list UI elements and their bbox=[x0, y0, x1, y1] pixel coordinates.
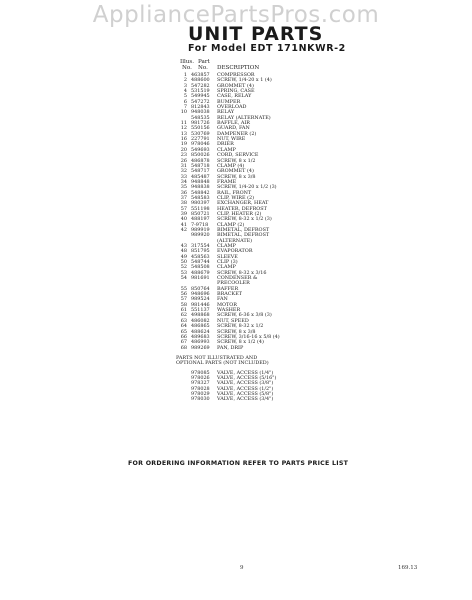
part-description: SCREW, 8-32 x 3/16 bbox=[217, 269, 267, 276]
part-number: 989919 bbox=[191, 226, 210, 233]
part-description: CLAMP bbox=[217, 146, 236, 153]
part-description: CONDENSER & bbox=[217, 275, 258, 282]
part-description: VALVE, ACCESS (5/8") bbox=[217, 391, 274, 398]
part-row bbox=[176, 346, 376, 351]
illus-number: 5 bbox=[183, 93, 187, 100]
part-number: 981726 bbox=[191, 120, 210, 127]
illus-number: 20 bbox=[180, 146, 187, 153]
part-number: 486865 bbox=[191, 323, 210, 330]
part-description: MOTOR bbox=[217, 301, 237, 308]
part-description: VALVE, ACCESS (5/16") bbox=[217, 375, 277, 382]
part-number: 463857 bbox=[191, 72, 210, 78]
optional-parts-note: PARTS NOT ILLUSTRATED AND bbox=[176, 354, 258, 361]
part-number: 989524 bbox=[191, 296, 210, 303]
part-description: BAFFLE, AIR bbox=[217, 120, 250, 127]
part-number: 948696 bbox=[191, 291, 210, 298]
part-description: SCREW, 8 x 3/8 bbox=[217, 328, 256, 335]
illus-number: 41 bbox=[180, 221, 187, 228]
part-description: RELAY bbox=[217, 109, 235, 116]
part-description: GROMMET (4) bbox=[217, 168, 254, 175]
illus-number: 66 bbox=[180, 333, 187, 340]
part-row bbox=[176, 397, 376, 402]
illus-number: 1 bbox=[183, 72, 187, 78]
part-number: 486993 bbox=[191, 339, 210, 346]
part-description: SCREW, 8 x 3/8 bbox=[217, 173, 256, 180]
illus-number: 11 bbox=[180, 120, 187, 127]
part-description: DRIER bbox=[217, 141, 234, 148]
illus-number: 7 bbox=[183, 104, 187, 111]
part-description: SCREW, 1/4-20 x 1 (4) bbox=[217, 77, 272, 84]
illus-number: 37 bbox=[180, 194, 187, 201]
col-part-label: Part bbox=[198, 59, 210, 65]
site-watermark: AppliancePartsPros.com bbox=[92, 2, 380, 28]
part-number: 486878 bbox=[191, 157, 210, 164]
part-number: 981691 bbox=[191, 275, 210, 282]
part-description: SLEEVE bbox=[217, 253, 238, 260]
illus-number: 16 bbox=[180, 136, 187, 143]
illus-number: 39 bbox=[180, 210, 187, 217]
page-title: UNIT PARTS bbox=[188, 23, 324, 45]
part-number: 851795 bbox=[191, 248, 210, 255]
illus-number: 13 bbox=[180, 130, 187, 137]
part-number: 548744 bbox=[191, 259, 210, 266]
part-description: EXCHANGER, HEAT bbox=[217, 200, 269, 207]
part-description: SCREW, 1/4-20 x 1/2 (3) bbox=[217, 184, 277, 191]
part-description: BIMETAL, DEFROST bbox=[217, 232, 270, 239]
illus-number: 33 bbox=[180, 173, 187, 180]
part-description: CLIP, WIRE (2) bbox=[217, 194, 255, 201]
part-number: 531519 bbox=[191, 88, 210, 95]
part-description: BAFFER bbox=[217, 285, 239, 292]
part-description: OVERLOAD bbox=[217, 104, 247, 111]
illus-number: 40 bbox=[180, 216, 187, 223]
part-number: 989920 bbox=[191, 232, 210, 239]
illus-number: 57 bbox=[180, 296, 187, 303]
part-number: 978026 bbox=[191, 375, 210, 382]
part-number: 548535 bbox=[191, 114, 210, 121]
illus-number: 67 bbox=[180, 339, 187, 346]
part-description: SCREW, 6-36 x 3/8 (3) bbox=[217, 312, 272, 319]
part-number: 488624 bbox=[191, 328, 210, 335]
model-subtitle: For Model EDT 171NKWR-2 bbox=[188, 43, 346, 54]
part-number: 486082 bbox=[191, 317, 210, 324]
part-number: 978085 bbox=[191, 369, 210, 376]
part-number: 547272 bbox=[191, 98, 210, 105]
illus-number: 12 bbox=[180, 125, 187, 132]
part-description: PAN, DRIP bbox=[217, 344, 244, 351]
col-part-no-label: No. bbox=[198, 65, 208, 71]
illus-number: 31 bbox=[180, 162, 187, 169]
part-number: 978327 bbox=[191, 380, 210, 387]
illus-number: 49 bbox=[180, 253, 187, 260]
illus-number: 55 bbox=[180, 285, 187, 292]
part-description: VALVE, ACCESS (1/2") bbox=[217, 385, 274, 392]
illus-number: 23 bbox=[180, 152, 187, 159]
illus-number: 57 bbox=[180, 205, 187, 212]
part-description: CLAMP (4) bbox=[217, 162, 245, 169]
illus-number: 53 bbox=[180, 269, 187, 276]
part-number: 948038 bbox=[191, 109, 210, 116]
part-number: 7-9718 bbox=[191, 221, 209, 228]
part-description: CLIP, HEATER (2) bbox=[217, 210, 262, 217]
part-number: 547282 bbox=[191, 82, 210, 89]
illus-number: 4 bbox=[183, 88, 187, 95]
part-description: SCREW, 3/16-16 x 5/8 (4) bbox=[217, 333, 280, 340]
illus-number: 62 bbox=[180, 312, 187, 319]
part-description: CLIP (3) bbox=[217, 259, 238, 266]
part-description: SCREW, 8-32 x 1/2 (3) bbox=[217, 216, 272, 223]
part-number: 850764 bbox=[191, 285, 210, 292]
part-number: 978028 bbox=[191, 385, 210, 392]
illus-number: 58 bbox=[180, 301, 187, 308]
part-description: NUT, WIRE bbox=[217, 136, 246, 143]
illus-number: 19 bbox=[180, 141, 187, 148]
part-description: FAN bbox=[217, 296, 228, 303]
col-illus-no-label: No. bbox=[182, 65, 192, 71]
part-number: 317554 bbox=[191, 243, 210, 249]
illus-number: 26 bbox=[180, 157, 187, 164]
part-number: 551198 bbox=[191, 205, 210, 212]
part-description: COMPRESSOR bbox=[217, 72, 255, 78]
part-number: 548718 bbox=[191, 162, 210, 169]
part-number: 850026 bbox=[191, 152, 210, 159]
part-description: VALVE, ACCESS (3/8") bbox=[217, 380, 274, 387]
part-description: (ALTERNATE) bbox=[217, 237, 253, 244]
part-description: NUT, SPEED bbox=[217, 317, 249, 324]
part-description: CORD, SERVICE bbox=[217, 152, 259, 159]
part-description: BUMPER bbox=[217, 98, 241, 105]
part-description: HEATER, DEFROST bbox=[217, 205, 267, 212]
part-number: 978046 bbox=[191, 141, 210, 148]
document-code: 169.13 bbox=[398, 565, 418, 571]
illus-number: 54 bbox=[180, 275, 187, 282]
illus-number: 52 bbox=[180, 264, 187, 271]
part-description: RELAY (ALTERNATE) bbox=[217, 114, 271, 121]
part-number: 488197 bbox=[191, 216, 210, 223]
part-number: 948838 bbox=[191, 184, 210, 191]
part-description: RAIL, FRONT bbox=[217, 189, 252, 196]
illus-number: 50 bbox=[180, 259, 187, 266]
part-description: BIMETAL, DEFROST bbox=[217, 226, 270, 233]
optional-parts-note: OPTIONAL PARTS (NOT INCLUDED) bbox=[176, 360, 269, 367]
illus-number: 10 bbox=[180, 109, 187, 116]
part-description: BRACKET bbox=[217, 291, 243, 298]
illus-number: 65 bbox=[180, 328, 187, 335]
illus-number: 35 bbox=[180, 184, 187, 191]
part-number: 548508 bbox=[191, 264, 210, 271]
part-number: 978030 bbox=[191, 396, 210, 403]
illus-number: 6 bbox=[183, 98, 187, 105]
illus-number: 42 bbox=[180, 226, 187, 233]
illus-number: 64 bbox=[180, 323, 187, 330]
part-description: PRECOOLER bbox=[217, 280, 250, 287]
col-illus-label: Illus. bbox=[180, 59, 195, 65]
ordering-info: FOR ORDERING INFORMATION REFER TO PARTS PRICE LIST bbox=[128, 460, 349, 467]
parts-list bbox=[176, 73, 376, 403]
illus-number: 43 bbox=[180, 243, 187, 249]
part-number: 850721 bbox=[191, 210, 210, 217]
part-description: VALVE, ACCESS (1/4") bbox=[217, 369, 274, 376]
part-number: 812843 bbox=[191, 104, 210, 111]
part-number: 980397 bbox=[191, 200, 210, 207]
illus-number: 34 bbox=[180, 178, 187, 185]
part-number: 549693 bbox=[191, 146, 210, 153]
part-number: 227791 bbox=[191, 136, 210, 143]
part-description: SPRING, CASE bbox=[217, 88, 255, 95]
part-number: 549945 bbox=[191, 93, 210, 100]
part-description: SCREW, 8 x 1/2 (4) bbox=[217, 339, 264, 346]
part-number: 948848 bbox=[191, 178, 210, 185]
part-number: 978029 bbox=[191, 391, 210, 398]
part-description: GUARD, FAN bbox=[217, 125, 250, 132]
part-description: FRAME bbox=[217, 178, 237, 185]
part-number: 548842 bbox=[191, 189, 210, 196]
illus-number: 32 bbox=[180, 168, 187, 175]
part-description: DAMPENER (2) bbox=[217, 130, 257, 137]
part-number: 489683 bbox=[191, 333, 210, 340]
illus-number: 61 bbox=[180, 307, 187, 314]
illus-number: 48 bbox=[180, 248, 187, 255]
illus-number: 63 bbox=[180, 317, 187, 324]
part-description: SCREW, 8-32 x 1/2 bbox=[217, 323, 264, 330]
part-description: CLAMP bbox=[217, 264, 236, 271]
illus-number: 3 bbox=[183, 82, 187, 89]
part-number: 989269 bbox=[191, 344, 210, 351]
part-number: 498868 bbox=[191, 312, 210, 319]
part-number: 530769 bbox=[191, 130, 210, 137]
part-number: 458563 bbox=[191, 253, 210, 260]
part-number: 488600 bbox=[191, 77, 210, 84]
part-number: 550156 bbox=[191, 125, 210, 132]
part-description: CLAMP bbox=[217, 243, 236, 249]
part-number: 981446 bbox=[191, 301, 210, 308]
illus-number: 38 bbox=[180, 200, 187, 207]
part-description: SCREW, 8 x 1/2 bbox=[217, 157, 256, 164]
part-number: 548717 bbox=[191, 168, 210, 175]
illus-number: 68 bbox=[180, 344, 187, 351]
part-number: 551137 bbox=[191, 307, 210, 314]
part-description: GROMMET (4) bbox=[217, 82, 254, 89]
illus-number: 36 bbox=[180, 189, 187, 196]
col-description-label: DESCRIPTION bbox=[217, 65, 260, 71]
part-description: CASE, RELAY bbox=[217, 93, 252, 100]
part-description: WASHER bbox=[217, 307, 241, 314]
part-number: 488679 bbox=[191, 269, 210, 276]
part-description: VALVE, ACCESS (3/4") bbox=[217, 396, 274, 403]
illus-number: 2 bbox=[183, 77, 187, 84]
part-description: EVAPORATOR bbox=[217, 248, 253, 255]
page-number: 9 bbox=[240, 565, 244, 571]
illus-number: 56 bbox=[180, 291, 187, 298]
part-number: 485487 bbox=[191, 173, 210, 180]
part-description: CLAMP (2) bbox=[217, 221, 245, 228]
part-number: 548583 bbox=[191, 194, 210, 201]
